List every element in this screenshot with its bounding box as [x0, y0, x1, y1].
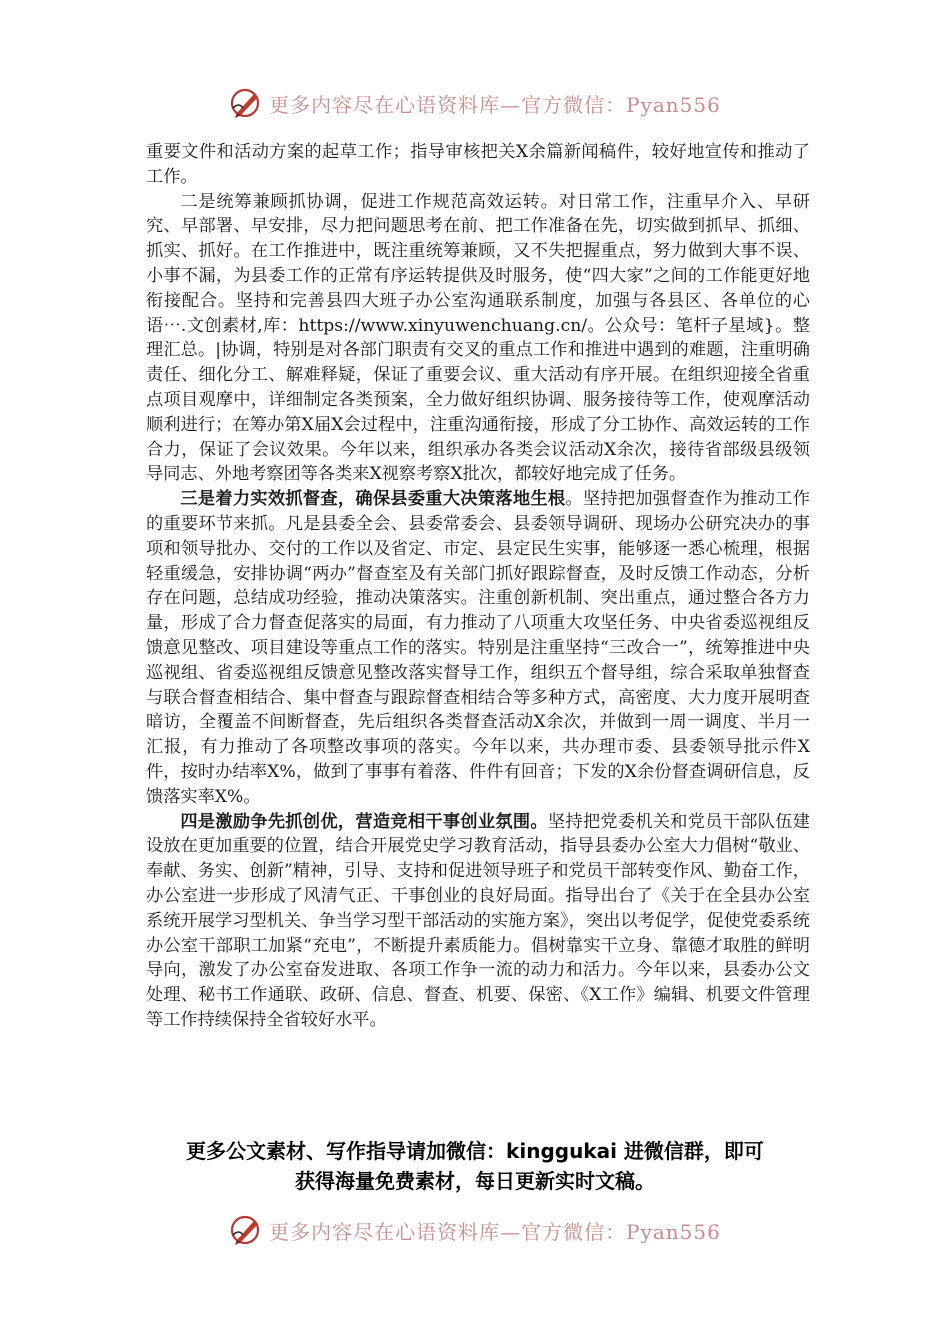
paragraph-3-heading-period: 。: [565, 489, 583, 510]
pen-logo-icon: [229, 1213, 263, 1247]
paragraph-4: [146, 810, 810, 1033]
paragraph-4-body: 坚持把党委机关和党员干部队伍建设放在更加重要的位置，结合开展党史学习教育活动，指导县委办公室大力倡树“敬业、奉献、务实、创新”精神，引导、支持和促进领导班子和党员干部转变作风、勤奋工作，办公室进一步形成了风清气正、干事创业的良好局面。指导出台了《关于在全县办公室系统开展学习型机关、争当学习型干部活动的实施方案》，突出以考促学，促使党委系统办公室干部职工加紧“充电”，不断提升素质能力。倡树靠实干立身、靠德才取胜的鲜明导向，激发了办公室奋发进取、各项工作争一流的动力和活力。今年以来，县委办公文处理、秘书工作通联、政研、信息、督查、机要、保密、《X工作》编辑、机要文件管理等工作持续保持全省较好水平。: [146, 811, 810, 1030]
paragraph-3: [146, 487, 810, 809]
paragraph-4-heading: 四是激励争先抓创优，营造竞相干事创业氛围。: [180, 811, 548, 832]
pen-logo-icon: [229, 86, 263, 120]
header-watermark-text: 更多内容尽在心语资料库—官方微信：Pyan556: [269, 92, 721, 117]
paragraph-1: 重要文件和活动方案的起草工作；指导审核把关X余篇新闻稿件，较好地宣传和推动了工作。: [146, 142, 810, 187]
footer-watermark-banner: [0, 1207, 950, 1253]
promo-note-line-2: 获得海量免费素材，每日更新实时文稿。: [295, 1169, 655, 1193]
paragraph-3-body: 坚持把加强督查作为推动工作的重要环节来抓。凡是县委全会、县委常委会、县委领导调研、现场办公研究决办的事项和领导批办、交付的工作以及省定、市定、县定民生实事，能够逐一悉心梳理，根据轻重缓急，安排协调“两办”督查室及有关部门抓好跟踪督查，及时反馈工作动态，分析存在问题，总结成功经验，推动决策落实。注重创新机制、突出重点，通过整合各方力量，形成了合力督查促落实的局面，有力推动了八项重大攻坚任务、中央省委巡视组反馈意见整改、项目建设等重点工作的落实。特别是注重坚持“三改合一”，统筹推进中央巡视组、省委巡视组反馈意见整改落实督导工作，组织五个督导组，综合采取单独督查与联合督查相结合、集中督查与跟踪督查相结合等多种方式，高密度、大力度开展明查暗访，全覆盖不间断督查，先后组织各类督查活动X余次，并做到一周一调度、半月一汇报，有力推动了各项整改事项的落实。今年以来，共办理市委、县委领导批示件X件，按时办结率X%，做到了事事有着落、件件有回音；下发的X余份督查调研信息，反馈落实率X%。: [146, 489, 810, 807]
promo-note: [140, 1136, 810, 1196]
paragraph-2: 二是统筹兼顾抓协调，促进工作规范高效运转。对日常工作，注重早介入、早研究、早部署、早安排，尽力把问题思考在前、把工作准备在先，切实做到抓早、抓细、抓实、抓好。在工作推进中，既注重统筹兼顾，又不失把握重点，努力做到大事不误、小事不漏，为县委工作的正常有序运转提供及时服务，使“四大家”之间的工作能更好地衔接配合。坚持和完善县四大班子办公室沟通联系制度，加强与各县区、各单位的心语⋯.文创素材,库：https://www.xinyuwenchuang.cn/。公众号：笔杆子星域}。整理汇总。|协调，特别是对各部门职责有交叉的重点工作和推进中遇到的难题，注重明确责任、细化分工、解难释疑，保证了重要会议、重大活动有序开展。在组织迎接全省重点项目观摩中，详细制定各类预案，全力做好组织协调、服务接待等工作，使观摩活动顺利进行；在筹办第X届X会过程中，注重沟通衔接，形成了分工协作、高效运转的工作合力，保证了会议效果。今年以来，组织承办各类会议活动X余次，接待省部级县级领导同志、外地考察团等各类来X视察考察X批次，都较好地完成了任务。: [146, 191, 810, 485]
header-watermark-banner: [0, 80, 950, 126]
document-body: [146, 140, 810, 1033]
promo-note-line-1: 更多公文素材、写作指导请加微信：kinggukai 进微信群，即可: [186, 1139, 764, 1163]
paragraph-3-heading: 三是着力实效抓督查，确保县委重大决策落地生根: [180, 489, 566, 510]
footer-watermark-text: 更多内容尽在心语资料库—官方微信：Pyan556: [269, 1219, 721, 1244]
